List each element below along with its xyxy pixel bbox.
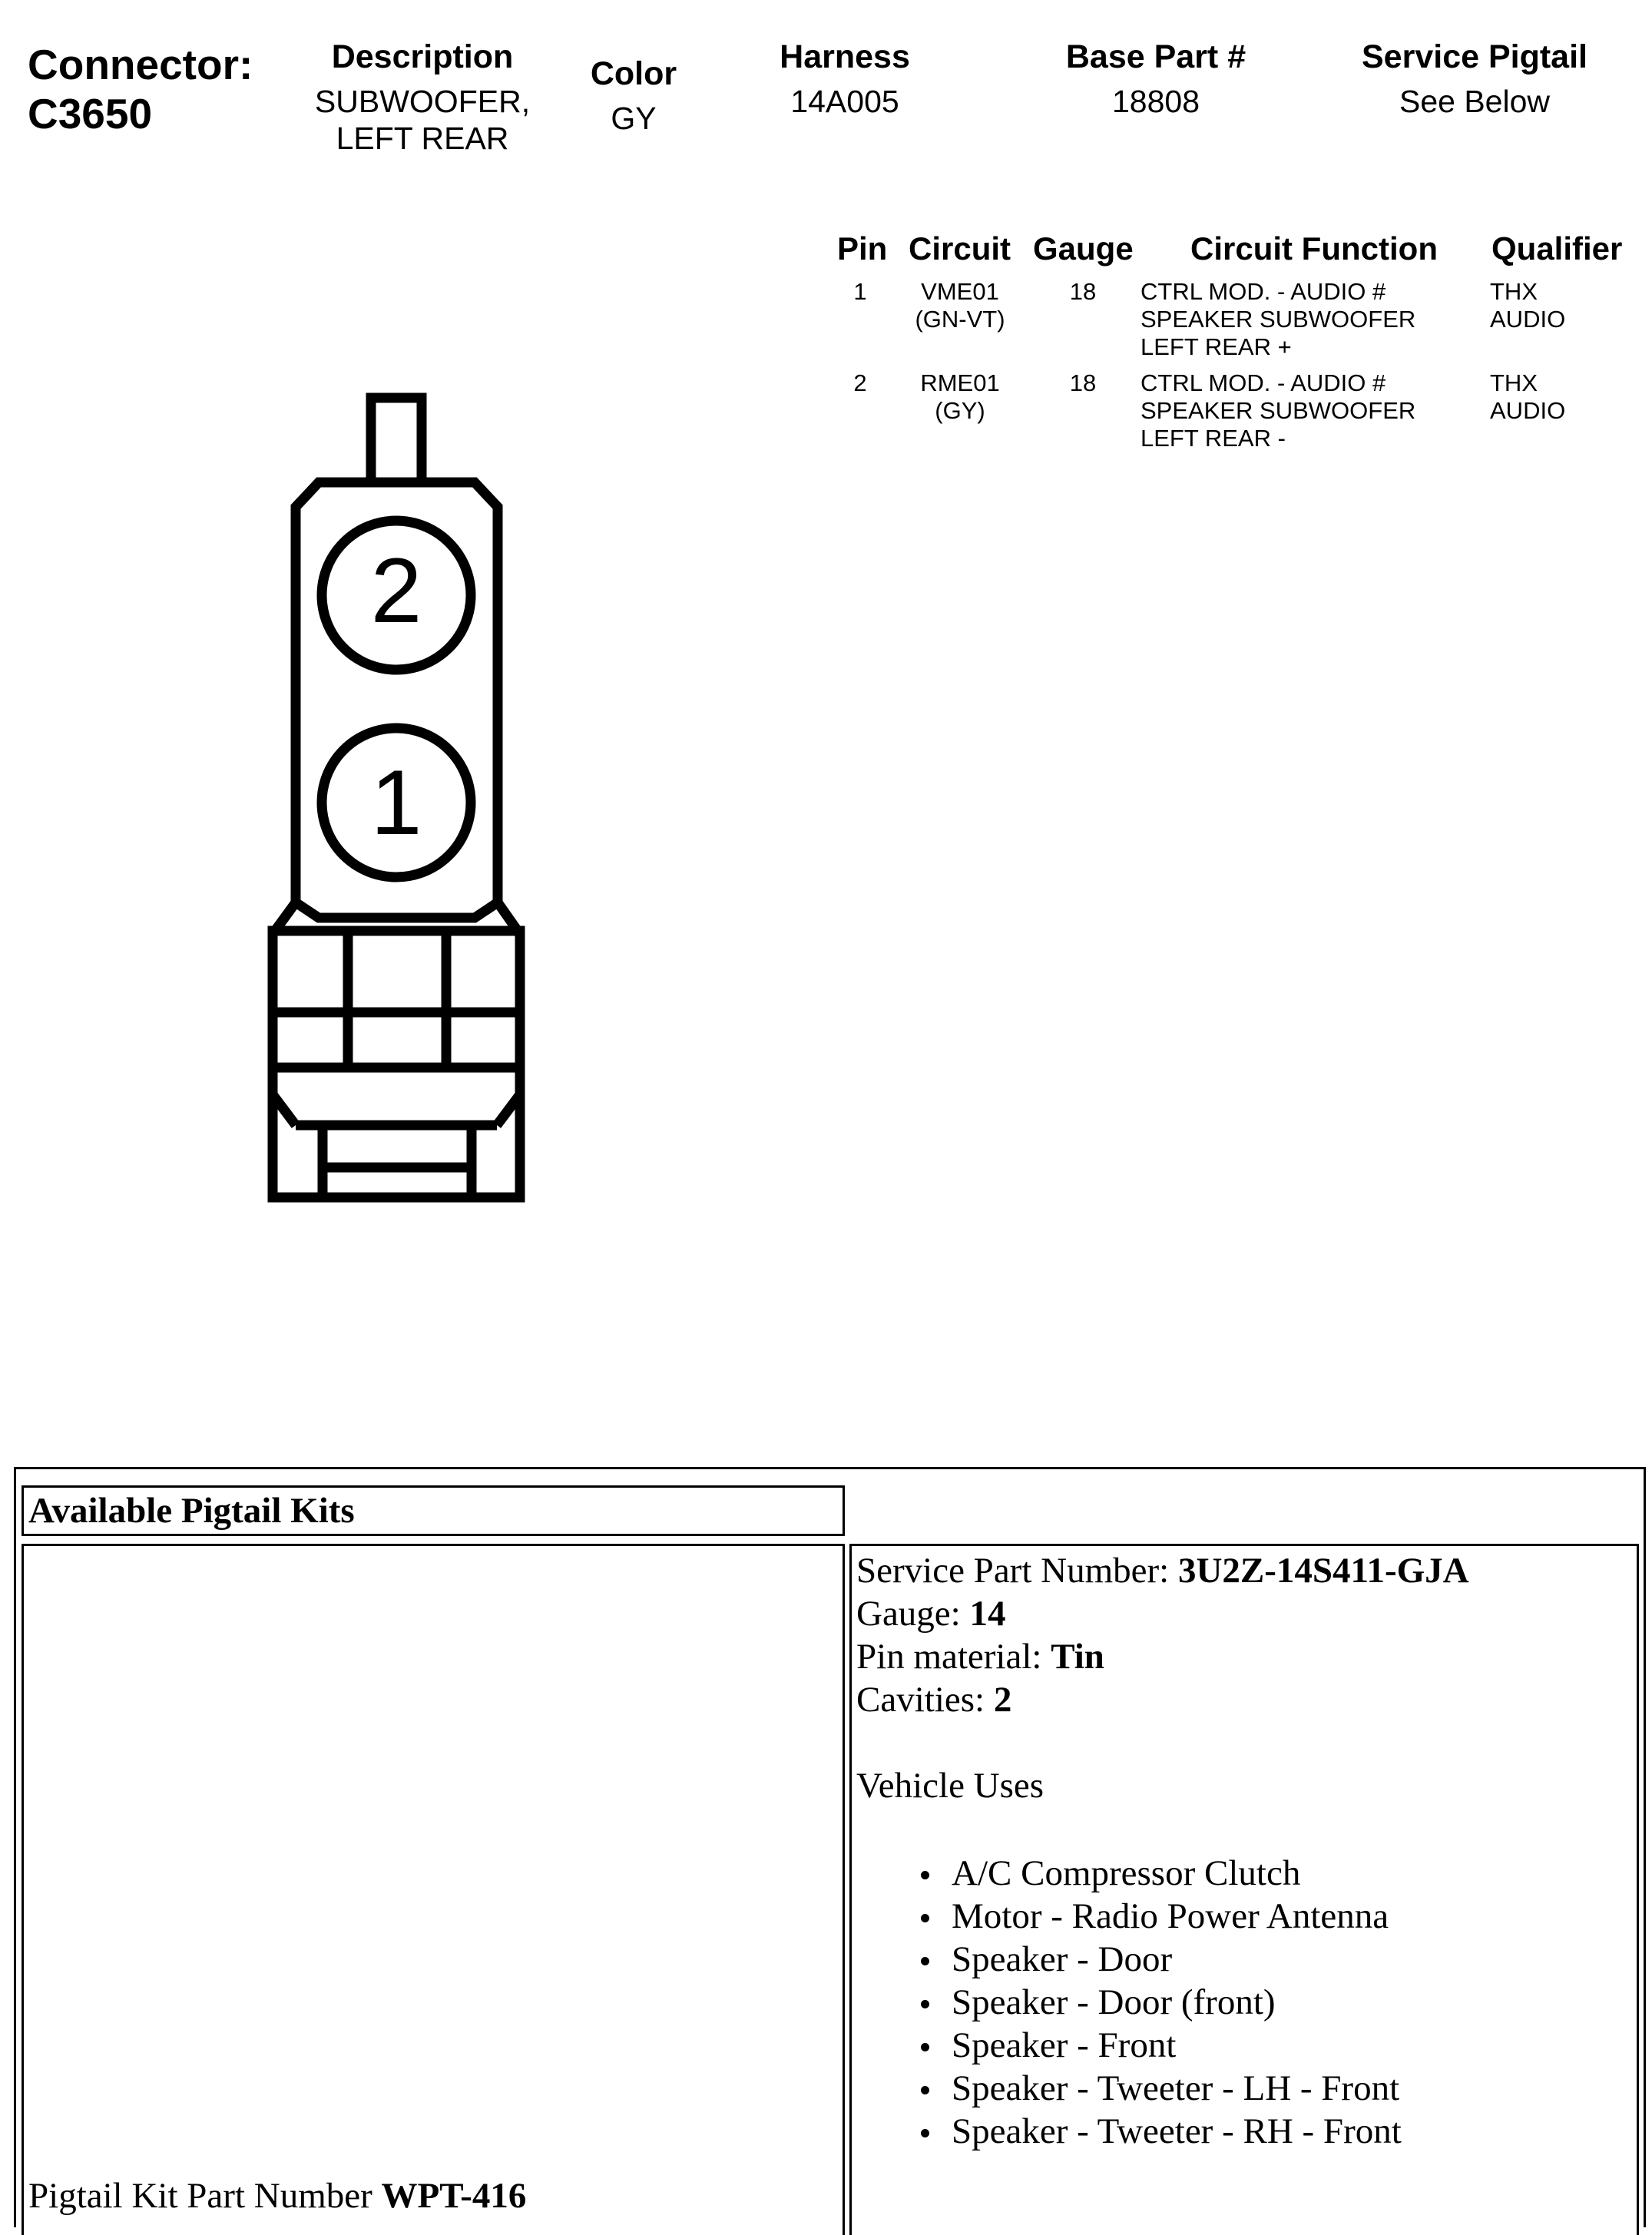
list-item: Speaker - Front [909,2024,1624,2067]
color-column [572,54,695,137]
connector-id: C3650 [28,90,153,137]
pigtail-heading-box [22,1485,845,1536]
row2-qualifier [1490,369,1613,425]
list-item: Motor - Radio Power Antenna [909,1895,1624,1938]
row2-qualifier-line1: THX [1490,369,1538,396]
pigtail-details-box [849,1544,1639,2235]
pin-header: Pin [837,230,888,267]
row1-qualifier [1490,278,1613,333]
row1-function-line1: CTRL MOD. - AUDIO # [1141,278,1386,305]
pigtail-kit-number-value: WPT-416 [381,2176,527,2216]
qualifier-header: Qualifier [1491,230,1623,267]
vehicle-uses-list [909,1852,1624,2153]
row1-qualifier-line2: AUDIO [1490,306,1566,333]
circuit-function-header: Circuit Function [1190,230,1438,267]
row1-function-line3: LEFT REAR + [1141,333,1292,360]
pin-material-label: Pin material: [856,1637,1051,1677]
connector-title [28,40,253,138]
cavity-2-label: 2 [370,539,422,642]
base-part-column [1033,37,1279,120]
list-item: Speaker - Tweeter - RH - Front [909,2110,1624,2153]
row1-qualifier-line1: THX [1490,278,1538,305]
row1-gauge: 18 [1069,278,1097,305]
cavities-value: 2 [993,1680,1012,1720]
description-label: Description [331,38,514,75]
base-part-label: Base Part # [1065,38,1246,75]
row2-function-line3: LEFT REAR - [1141,425,1286,452]
harness-label: Harness [780,38,910,75]
row2-circuit [891,369,1029,425]
list-item: Speaker - Tweeter - LH - Front [909,2067,1624,2110]
connector-face-diagram [253,384,545,1214]
pigtail-heading: Available Pigtail Kits [28,1491,355,1531]
latch-tab [371,398,422,482]
row1-circuit [891,278,1029,333]
row1-function-line2: SPEAKER SUBWOOFER [1141,306,1416,333]
color-label: Color [590,55,677,92]
pigtail-image-box [22,1544,845,2235]
description-line1: SUBWOOFER, [314,84,531,119]
row2-pin: 2 [853,369,867,396]
service-part-value: 3U2Z-14S411-GJA [1177,1551,1469,1591]
row2-function [1141,369,1463,452]
pigtail-kit-number-label: Pigtail Kit Part Number [28,2176,382,2216]
service-pigtail-value: See Below [1399,84,1550,119]
pigtail-gauge [856,1592,1624,1635]
row2-circuit-id: RME01 [920,369,1000,396]
list-item: Speaker - Door (front) [909,1981,1624,2024]
cavities [856,1678,1624,1721]
row2-function-line2: SPEAKER SUBWOOFER [1141,397,1416,424]
service-part-label: Service Part Number: [856,1551,1178,1591]
row1-function [1141,278,1463,361]
pin-material-value: Tin [1051,1637,1104,1677]
service-pigtail-label: Service Pigtail [1362,38,1587,75]
harness-column [749,37,941,120]
pigtail-kit-number [28,2174,526,2217]
pin-material [856,1635,1624,1678]
row2-function-line1: CTRL MOD. - AUDIO # [1141,369,1386,396]
row1-circuit-color: (GN-VT) [915,306,1005,333]
row2-gauge: 18 [1069,369,1097,396]
list-item: A/C Compressor Clutch [909,1852,1624,1895]
pigtail-gauge-label: Gauge: [856,1594,970,1634]
cavities-label: Cavities: [856,1680,994,1720]
harness-value: 14A005 [790,84,899,119]
row1-pin: 1 [853,278,867,305]
cavity-1-label: 1 [370,751,422,854]
service-part-number [856,1549,1624,1592]
connector-label: Connector: [28,41,253,88]
base-part-value: 18808 [1111,84,1200,119]
row2-circuit-color: (GY) [935,397,985,424]
description-column [300,37,545,157]
circuit-header: Circuit [909,230,1011,267]
description-line2: LEFT REAR [336,121,509,156]
pigtail-details [856,1549,1624,2153]
row1-circuit-id: VME01 [921,278,999,305]
list-item: Speaker - Door [909,1938,1624,1981]
color-value: GY [611,101,657,136]
vehicle-uses-label: Vehicle Uses [856,1766,1045,1806]
row2-qualifier-line2: AUDIO [1490,397,1566,424]
service-pigtail-column [1336,37,1613,120]
pigtail-gauge-value: 14 [969,1594,1006,1634]
gauge-header: Gauge [1033,230,1134,267]
